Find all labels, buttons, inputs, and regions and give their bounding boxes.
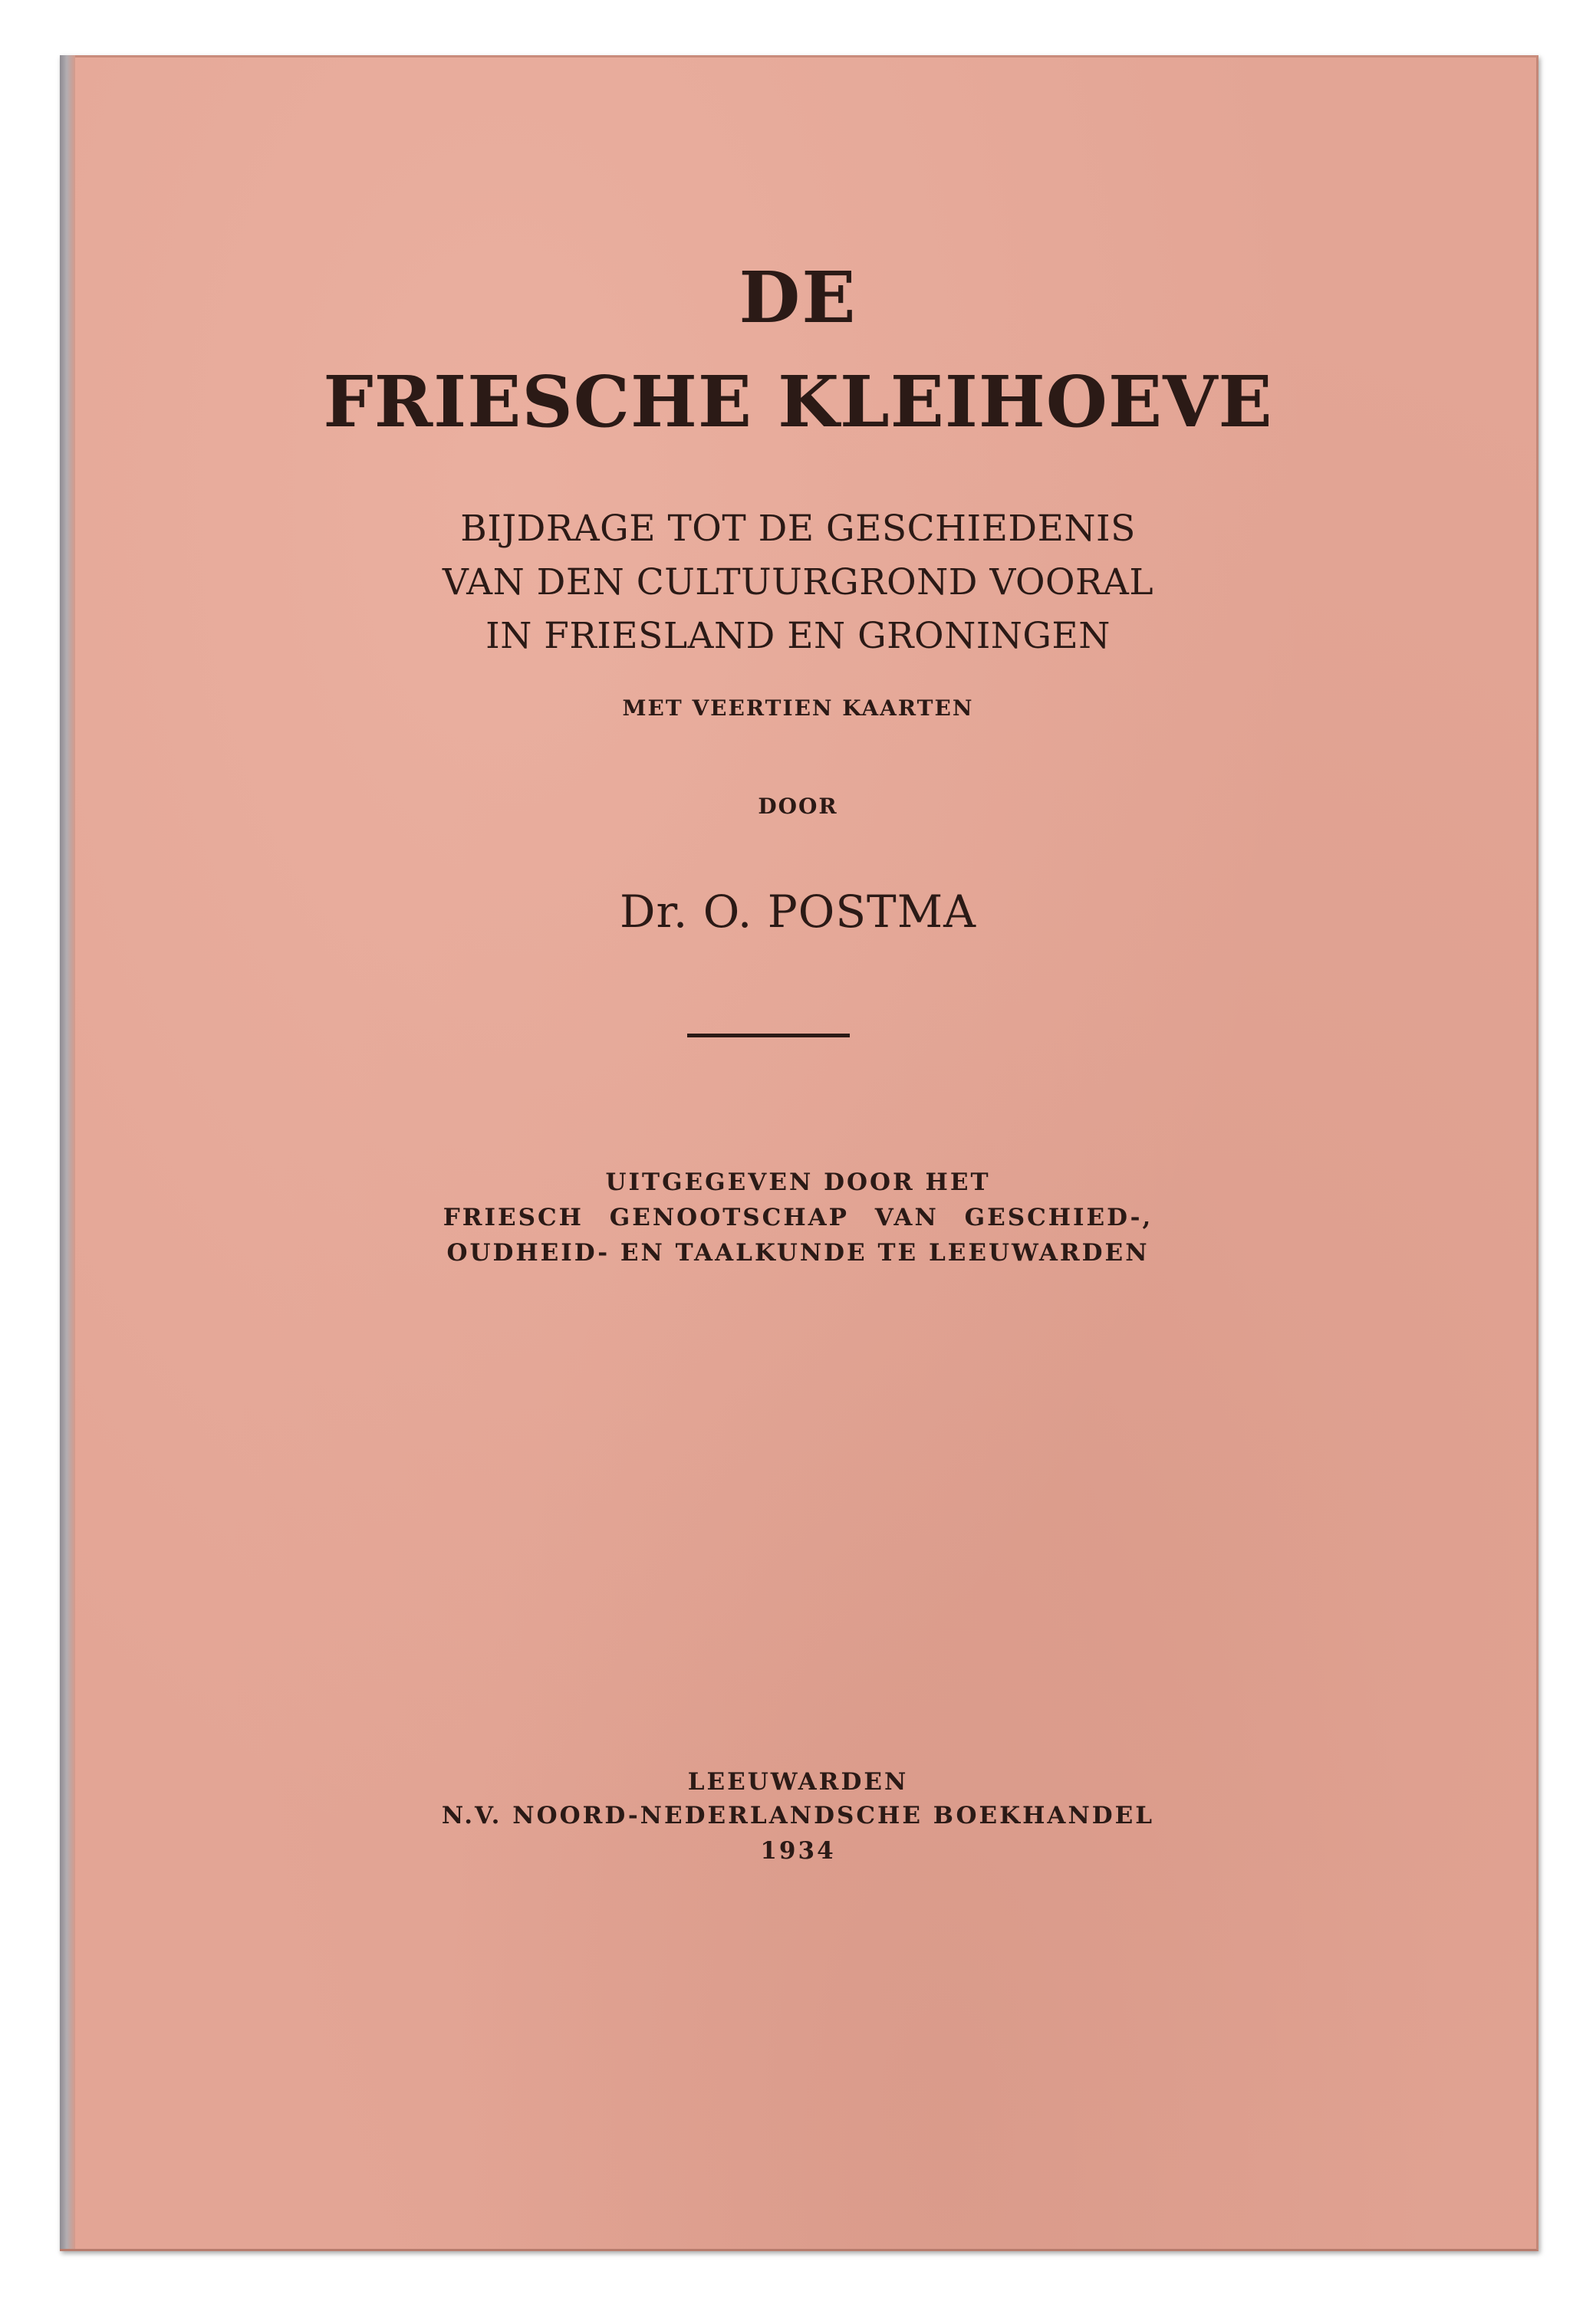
title-line-2: FRIESCHE KLEIHOEVE <box>323 360 1273 443</box>
author-name: Dr. O. POSTMA <box>619 886 977 938</box>
imprint-publisher: N.V. NOORD-NEDERLANDSCHE BOEKHANDEL <box>441 1802 1155 1829</box>
title-line-1: DE <box>739 256 857 339</box>
publisher-line-3: OUDHEID- EN TAALKUNDE TE LEEUWARDEN <box>446 1239 1150 1267</box>
publisher-line-1: UITGEGEVEN DOOR HET <box>605 1169 991 1196</box>
subtitle-line-2: VAN DEN CULTUURGROND VOORAL <box>442 561 1154 603</box>
maps-note: MET VEERTIEN KAARTEN <box>622 695 974 721</box>
imprint-city: LEEUWARDEN <box>687 1768 909 1796</box>
subtitle-line-3: IN FRIESLAND EN GRONINGEN <box>485 615 1111 657</box>
imprint-year: 1934 <box>760 1837 836 1865</box>
subtitle-line-1: BIJDRAGE TOT DE GESCHIEDENIS <box>460 508 1136 550</box>
divider-rule <box>687 1034 850 1037</box>
by-label: DOOR <box>758 794 838 819</box>
publisher-line-2: FRIESCH GENOOTSCHAP VAN GESCHIED-, <box>443 1204 1153 1231</box>
